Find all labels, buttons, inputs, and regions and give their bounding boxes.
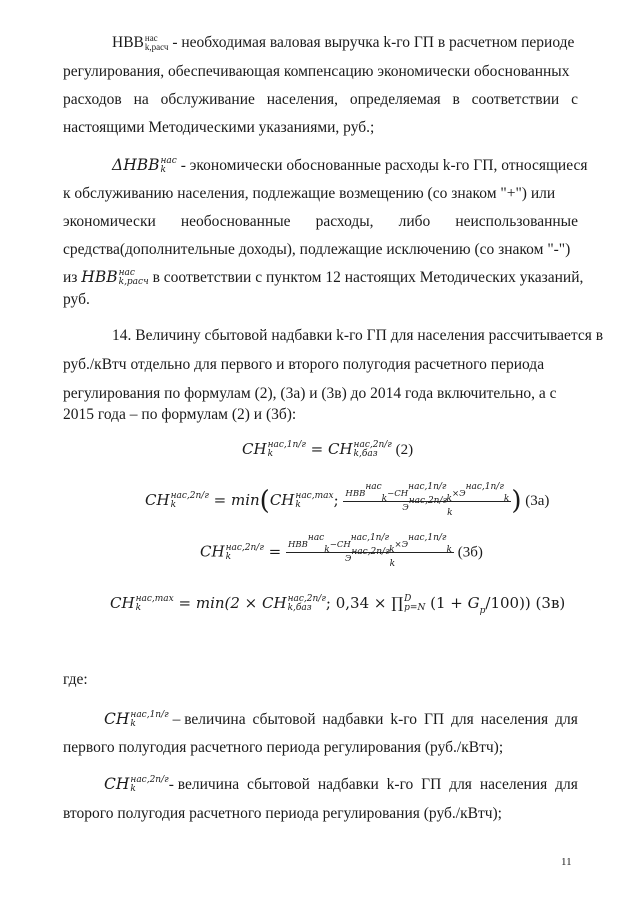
def-1-line-1 [104, 710, 578, 729]
word: в [452, 91, 460, 108]
def-2-term: СН нас,2п/г k - величина [104, 775, 240, 795]
nvv-definition-line-3 [63, 90, 578, 109]
word: ГП [423, 711, 445, 728]
nvv-inline-term: НВВ нас k,расч [81, 268, 149, 287]
formula-3v: СН нас,max k = min(2 × СН нас,2п/г k,баз ; 0,34 × ∏ D p=N $(1 + G_p/100)$) (3в) [110, 594, 566, 616]
delta-nvv-definition-line-3 [63, 212, 578, 231]
page-number: 11 [561, 856, 572, 868]
word: k-го [386, 776, 414, 793]
word: населения [480, 711, 549, 728]
formula-3b-fraction: $\frac{\text{НВВнасk−СНнас,1п/гk×Энас,1п/гk}}{\text{Энас,2п/гk}}$ [287, 533, 452, 569]
def-1-line-2: первого полугодия расчетного периода регулирования (руб./кВтч); [63, 739, 504, 756]
formula-3a-fraction: $\frac{\text{НВВнасk−СНнас,1п/гk×Энас,1п/гk}}{\text{Энас,2п/гk}}$ [345, 481, 510, 518]
delta-nvv-term: ΔНВВ нас k [112, 156, 177, 175]
paragraph-14-line-4: 2015 года – по формулам (2) и (3б): [63, 406, 297, 423]
formula-3a: СН нас,2п/г k = min(СН нас,max k ; $\frac{\text{НВВнасk−СНнас,1п/гk×Энас,1п/гk}}{\text{Энас,2п/гk}}$ ) (3а) [145, 481, 550, 518]
word: либо [398, 213, 431, 230]
formula-2: СН нас,1п/г k = СН нас,2п/г k,баз (2) [242, 440, 414, 459]
word: с [571, 91, 578, 108]
word: определяемая [349, 91, 441, 108]
word: соответствии [471, 91, 560, 108]
word: населения, [266, 91, 339, 108]
formula-3b: СН нас,2п/г k = $\frac{\text{НВВнасk−СНнас,1п/гk×Энас,1п/гk}}{\text{Энас,2п/гk}}$ (3б) [200, 533, 483, 569]
word: для [555, 776, 578, 793]
word: для [451, 711, 474, 728]
word: населения [479, 776, 548, 793]
word: обслуживание [160, 91, 255, 108]
where-label: где: [63, 671, 88, 688]
word: сбытовой [247, 776, 310, 793]
word: на [133, 91, 149, 108]
word: необоснованные [180, 213, 291, 230]
def-1-term: СН нас,1п/г k – величина [104, 710, 246, 730]
delta-nvv-text: - экономически обоснованные расходы k-го ГП, относящиеся [176, 157, 588, 174]
def-2-line-2: второго полугодия расчетного периода регулирования (руб./кВтч); [63, 805, 502, 822]
word: расходы, [315, 213, 374, 230]
delta-nvv-definition-line-5: из НВВ нас k,расч в соответствии с пунктом 12 настоящих Методических указаний, [63, 268, 584, 287]
word: надбавки [317, 776, 379, 793]
paragraph-14-line-2: руб./кВтч отдельно для первого и второго полугодия расчетного периода [63, 356, 545, 373]
nvv-definition-line-1 [112, 33, 574, 52]
paragraph-14-line-3: регулирования по формулам (2), (3а) и (3в) до 2014 года включительно, а с [63, 385, 557, 402]
def-2-line-1 [104, 775, 578, 794]
delta-nvv-definition-line-6: руб. [63, 291, 90, 308]
delta-nvv-definition-line-1 [112, 156, 587, 175]
nvv-definition-line-4: настоящими Методическими указаниями, руб.; [63, 119, 375, 136]
word: ГП [421, 776, 442, 793]
word: сбытовой [252, 711, 316, 728]
delta-nvv-definition-line-2: к обслуживанию населения, подлежащие возмещению (со знаком "+") или [63, 185, 556, 202]
word: расходов [63, 91, 122, 108]
nvv-definition-text: - необходимая валовая выручка k-го ГП в расчетном периоде [168, 34, 575, 51]
word: неиспользованные [455, 213, 578, 230]
word: для [449, 776, 472, 793]
nvv-term: НВВ нас k,расч [112, 33, 169, 53]
paragraph-14-line-1: 14. Величину сбытовой надбавки k-го ГП для населения рассчитывается в [112, 327, 604, 344]
word: для [555, 711, 578, 728]
word: надбавки [322, 711, 384, 728]
delta-nvv-definition-line-4: средства(дополнительные доходы), подлежащие исключению (со знаком "-") [63, 241, 571, 258]
nvv-definition-line-2: регулирования, обеспечивающая компенсацию экономически обоснованных [63, 63, 570, 80]
word: k-го [390, 711, 417, 728]
word: экономически [63, 213, 156, 230]
